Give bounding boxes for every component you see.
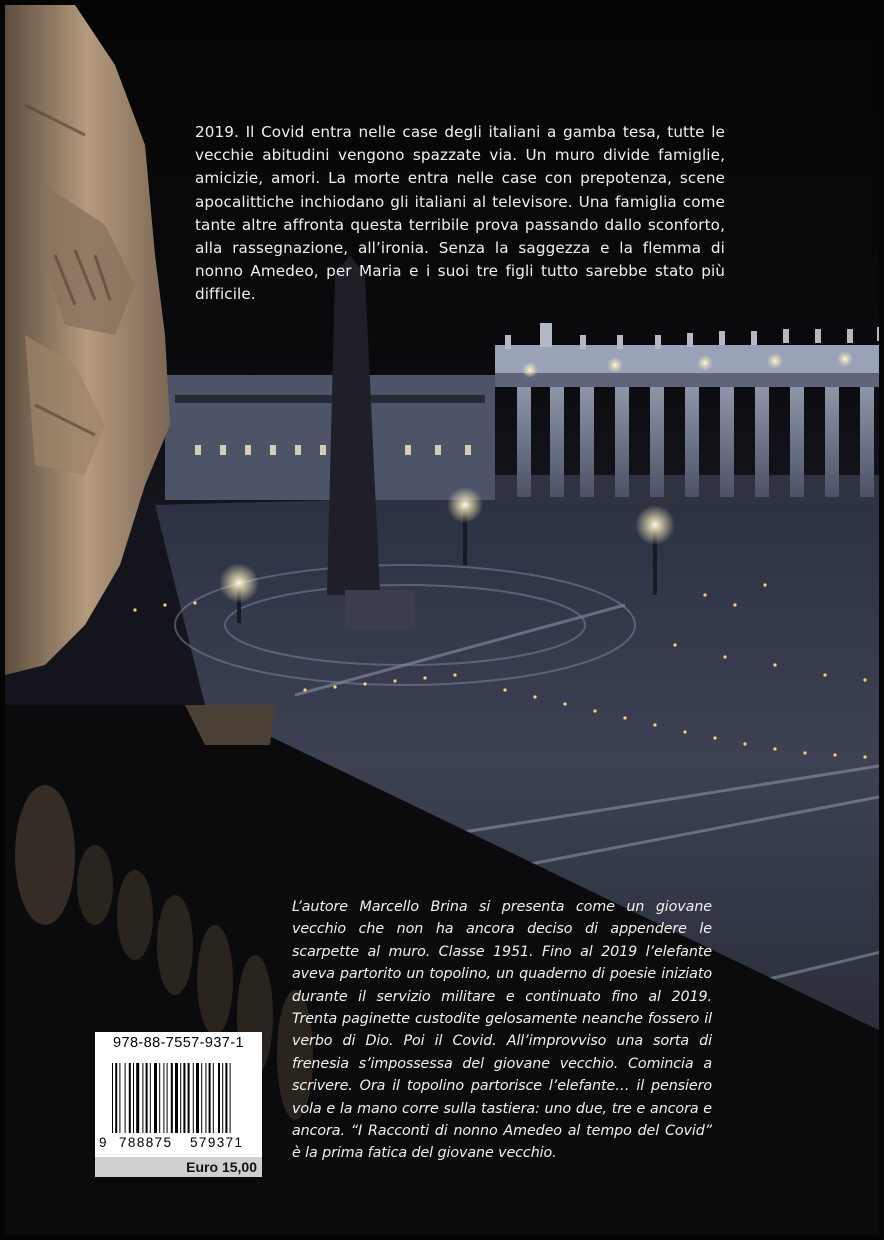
- barcode-bar: [222, 1063, 223, 1133]
- barcode-bar: [188, 1063, 190, 1133]
- barcode-bar: [171, 1063, 173, 1133]
- barcode-bar: [136, 1063, 139, 1133]
- barcode-bar: [115, 1063, 117, 1133]
- barcode-bar: [225, 1063, 227, 1133]
- barcode-digits: [97, 1135, 260, 1155]
- barcode-bar: [175, 1063, 178, 1133]
- barcode-bar: [201, 1063, 202, 1133]
- barcode-bar: [129, 1063, 131, 1133]
- author-bio-text: L’autore Marcello Brina si presenta come un giovane vecchio che non ha ancora deciso di appendere le scarpette al muro. Classe 1951. Fino al 2019 l’elefante aveva partorito un topolino, un quaderno di poesie iniziato durante il servizio militare e continuato fino al 2019. Trenta paginette custodite gelosamente neanche fossero il verbo di Dio. Poi il Covid. All’improvviso una sorta di frenesia s’impossessa del giovane vecchio. Comincia a scrivere. Ora il topolino partorisce l’elefante… il pensiero vola e la mano corre sulla tastiera: uno due, tre e ancora e ancora. “I Racconti di nonno Amedeo al tempo del Covid” è la prima fatica del giovane vecchio.: [292, 899, 712, 1162]
- barcode-bar: [150, 1063, 151, 1133]
- barcode-bar: [159, 1063, 160, 1133]
- barcode-digit-first: 9: [99, 1135, 107, 1150]
- isbn-barcode: [95, 1032, 262, 1157]
- barcode-bar: [163, 1063, 164, 1133]
- barcode-digits-left: 788875: [119, 1135, 173, 1150]
- barcode-bar: [133, 1063, 134, 1133]
- barcode-bar: [193, 1063, 194, 1133]
- barcode-bar: [205, 1063, 206, 1133]
- barcode-bar: [167, 1063, 168, 1133]
- barcode-bar: [183, 1063, 185, 1133]
- barcode-bar: [125, 1063, 126, 1133]
- barcode-bar: [112, 1063, 113, 1133]
- barcode-bar: [230, 1063, 231, 1133]
- barcode-bar: [196, 1063, 199, 1133]
- barcode-bar: [213, 1063, 214, 1133]
- barcode-bar: [119, 1063, 120, 1133]
- barcode-bar: [154, 1063, 157, 1133]
- price-label: Euro 15,00: [95, 1157, 262, 1177]
- isbn-number: 978-88-7557-937-1: [113, 1035, 244, 1051]
- barcode-digits-right: 579371: [190, 1135, 244, 1150]
- barcode-bar: [209, 1063, 211, 1133]
- barcode-bar: [142, 1063, 143, 1133]
- barcode-bar: [180, 1063, 181, 1133]
- barcode-bars: [112, 1063, 252, 1141]
- barcode-bar: [218, 1063, 220, 1133]
- synopsis-text: 2019. Il Covid entra nelle case degli italiani a gamba tesa, tutte le vecchie abitudini vengono spazzate via. Un muro divide famiglie, amicizie, amori. La morte entra nelle case con prepotenza, scene apocalittiche inchiodano gli italiani al televisore. Una famiglia come tante altre affronta questa terribile prova passando dallo sconforto, alla rassegnazione, all’ironia. Senza la saggezza e la flemma di nonno Amedeo, per Maria e i suoi tre figli tutto sarebbe stato più difficile.: [195, 123, 725, 304]
- barcode-bar: [146, 1063, 148, 1133]
